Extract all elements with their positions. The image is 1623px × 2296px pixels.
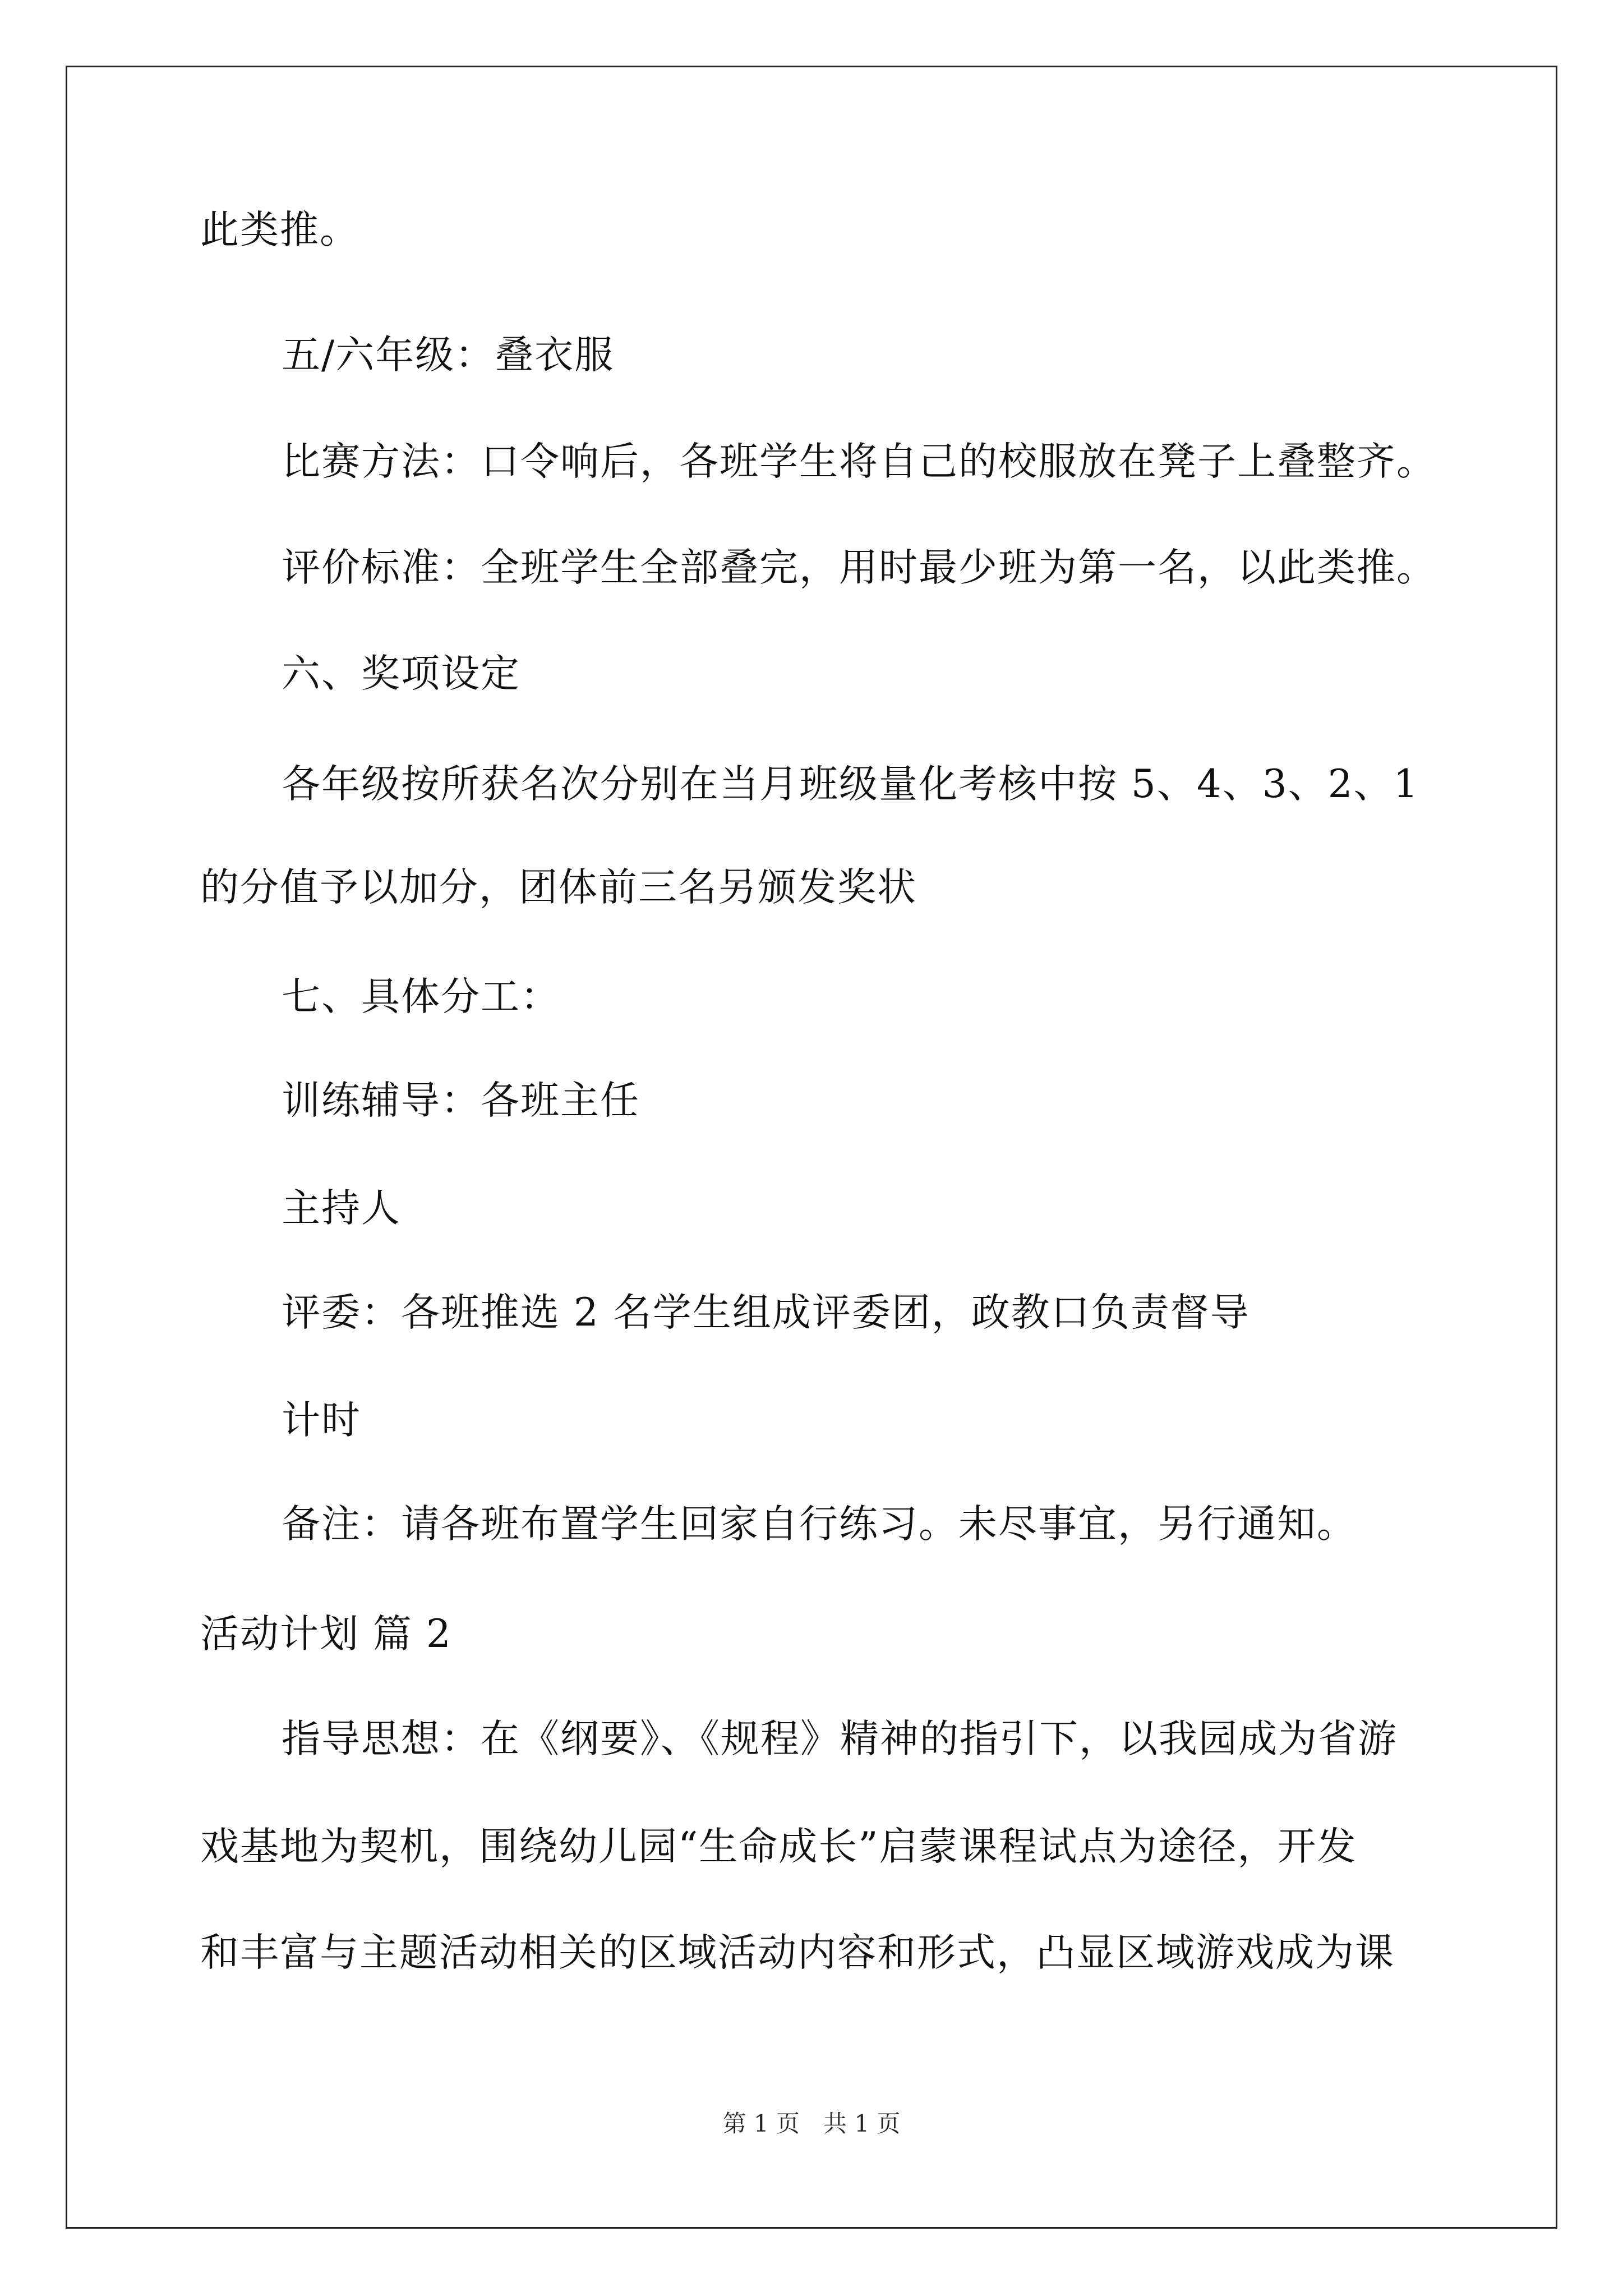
section-heading-division: 七、具体分工：: [282, 974, 560, 1019]
text-line-13: 备注：请各班布置学生回家自行练习。未尽事宜，另行通知。: [282, 1502, 1357, 1547]
text-line-7: 的分值予以加分，团体前三名另颁发奖状: [200, 865, 917, 910]
text-line-17: 和丰富与主题活动相关的区域活动内容和形式，凸显区域游戏成为课: [200, 1930, 1395, 1975]
text-line-12: 计时: [282, 1398, 361, 1443]
text-line-16: 戏基地为契机，围绕幼儿园“生命成长”启蒙课程试点为途径，开发: [200, 1824, 1357, 1869]
page-number: 第 1 页 共 1 页: [722, 2110, 901, 2137]
text-line-11: 评委：各班推选 2 名学生组成评委团，政教口负责督导: [282, 1290, 1250, 1335]
text-line-9: 训练辅导：各班主任: [282, 1078, 640, 1123]
text-line-15: 指导思想：在《纲要》、《规程》精神的指引下，以我园成为省游: [282, 1717, 1398, 1761]
section-heading-awards: 六、奖项设定: [282, 651, 520, 696]
section-title-plan-2: 活动计划 篇 2: [200, 1612, 452, 1657]
text-line-1: 此类推。: [200, 208, 359, 252]
text-line-10: 主持人: [282, 1186, 401, 1231]
text-line-3: 比赛方法：口令响后，各班学生将自己的校服放在凳子上叠整齐。: [282, 439, 1436, 484]
text-line-6: 各年级按所获名次分别在当月班级量化考核中按 5、4、3、2、1: [282, 762, 1419, 807]
page-border: [66, 66, 1557, 2229]
text-line-2: 五/六年级：叠衣服: [282, 333, 615, 378]
text-line-4: 评价标准：全班学生全部叠完，用时最少班为第一名，以此类推。: [282, 545, 1436, 590]
